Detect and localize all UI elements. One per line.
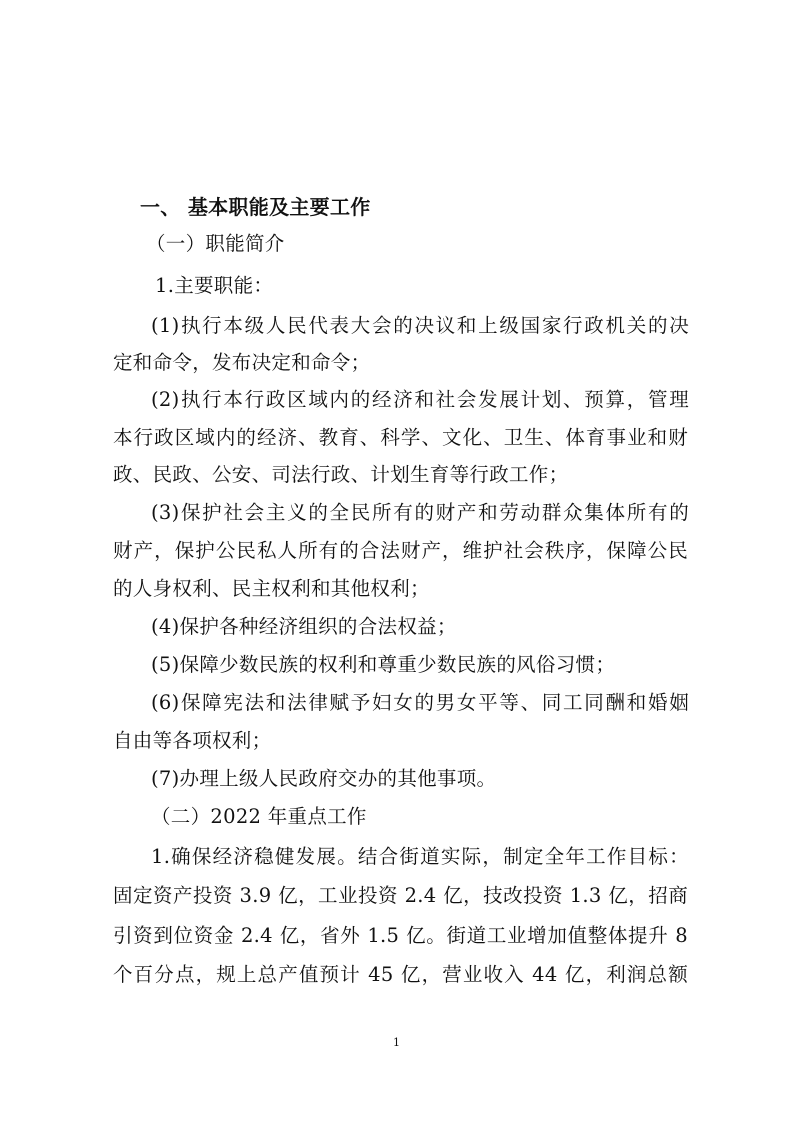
paragraph-line: 自由等各项权利；: [113, 729, 272, 752]
subsection-heading: （二）2022 年重点工作: [151, 805, 367, 828]
paragraph-line: 固定资产投资 3.9 亿，工业投资 2.4 亿，技改投资 1.3 亿，招商: [113, 884, 688, 907]
item-heading: 1.主要职能：: [155, 274, 274, 297]
page-number: 1: [393, 1036, 400, 1049]
paragraph-line: (5)保障少数民族的权利和尊重少数民族的风俗习惯；: [151, 653, 616, 676]
paragraph-line: 财产，保护公民私人所有的合法财产，维护社会秩序，保障公民: [113, 539, 688, 562]
paragraph-line: 政、民政、公安、司法行政、计划生育等行政工作；: [113, 463, 569, 486]
paragraph-line: 1.确保经济稳健发展。结合街道实际，制定全年工作目标：: [151, 845, 689, 868]
subsection-heading: （一）职能简介: [146, 232, 285, 255]
paragraph-line: (3)保护社会主义的全民所有的财产和劳动群众集体所有的: [151, 501, 689, 524]
paragraph-line: 引资到位资金 2.4 亿，省外 1.5 亿。街道工业增加值整体提升 8: [113, 924, 688, 947]
section-heading: 一、 基本职能及主要工作: [140, 195, 371, 219]
paragraph-line: 个百分点，规上总产值预计 45 亿，营业收入 44 亿，利润总额: [113, 963, 688, 986]
paragraph-line: (2)执行本行政区域内的经济和社会发展计划、预算，管理: [151, 388, 689, 411]
paragraph-line: 本行政区域内的经济、教育、科学、文化、卫生、体育事业和财: [113, 426, 688, 449]
paragraph-line: 定和命令，发布决定和命令；: [113, 351, 371, 374]
paragraph-line: (7)办理上级人民政府交办的其他事项。: [151, 767, 497, 790]
paragraph-line: (4)保护各种经济组织的合法权益；: [151, 615, 457, 638]
paragraph-line: (6)保障宪法和法律赋予妇女的男女平等、同工同酬和婚姻: [151, 691, 689, 714]
paragraph-line: 的人身权利、民主权利和其他权利；: [113, 577, 430, 600]
paragraph-line: (1)执行本级人民代表大会的决议和上级国家行政机关的决: [151, 314, 689, 337]
